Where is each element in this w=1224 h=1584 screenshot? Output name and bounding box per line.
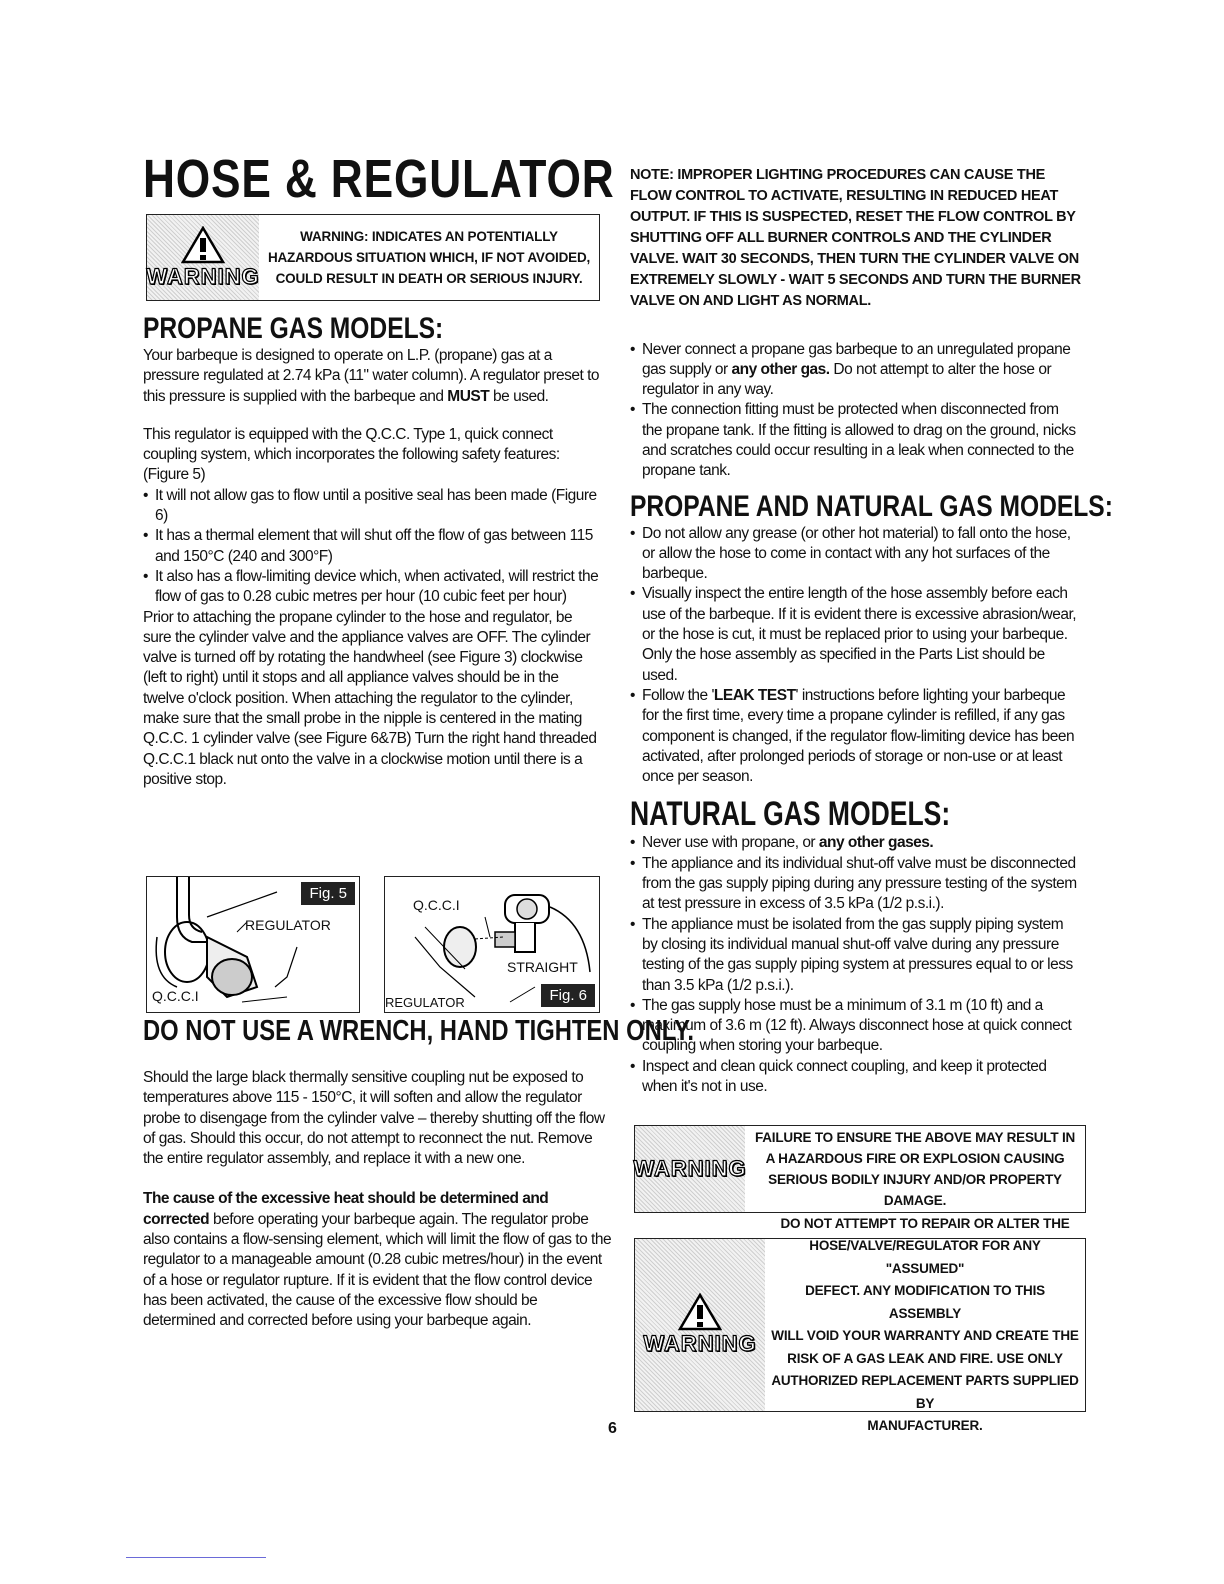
- propane-para2: This regulator is equipped with the Q.C.C. Type 1, quick connect coupling system, which incorporates the following safety features: (Figure 5): [143, 425, 560, 484]
- page-number: 6: [608, 1420, 617, 1437]
- list-item: • The connection fitting must be protected when disconnected from the propane tank. If the fitting is allowed to drag on the ground, nicks and scratches could occur resulting in a leak when connected to the propane tank.: [630, 400, 1082, 481]
- text-run-bold: The cause of the excessive heat should be determined and corrected: [143, 1190, 549, 1228]
- note-paragraph: NOTE: IMPROPER LIGHTING PROCEDURES CAN CAUSE THE FLOW CONTROL TO ACTIVATE, RESULTING IN REDUCED HEAT OUTPUT. IF THIS IS SUSPECTED, RESET THE FLOW CONTROL BY SHUTTING OFF ALL BURNER CONTROLS AND THE CYLINDER VALVE. WAIT 30 SECONDS, THEN TURN THE CYLINDER VALVE ON EXTREMELY SLOWLY - WAIT 5 SECONDS AND TURN THE BURNER VALVE ON AND LIGHT AS NORMAL.: [630, 166, 1081, 309]
- right-column: [630, 150, 1113, 1097]
- warning-line: COULD RESULT IN DEATH OR SERIOUS INJURY.: [275, 271, 583, 286]
- text-run: before operating your barbeque again. The regulator probe also contains a flow-sensing element, which will limit the flow of gas to the regulator to a manageable amount (0.28 cubic metres/hour) in the event of a hose or regulator rupture. If it is evident that the flow control device has been activated, the cause of the excessive flow should be determined and corrected before using your barbeque again.: [143, 1210, 612, 1330]
- figure-callout: Q.C.C.I: [152, 988, 199, 1004]
- text-run: be used.: [489, 387, 549, 405]
- warning-line: WILL VOID YOUR WARRANTY AND CREATE THE: [771, 1328, 1079, 1343]
- text-run-bold: any other gas.: [731, 360, 830, 378]
- list-item: [630, 686, 1082, 787]
- wrench-heading: DO NOT USE A WRENCH, HAND TIGHTEN ONLY.: [143, 1015, 694, 1047]
- text-run: Do not attempt to alter the hose or regulator in any way.: [642, 360, 1052, 399]
- hazard-triangle-icon: [678, 1293, 722, 1331]
- warning-word: WARNING: [633, 1156, 747, 1181]
- left-column: [143, 149, 615, 209]
- list-item: • Inspect and clean quick connect coupling, and keep it protected when it's not in use.: [630, 1057, 1082, 1098]
- text-run: Your barbeque is designed to operate on L.P. (propane) gas at a pressure regulated at 2.74 kPa (11" water column). A regulator preset to this pressure is supplied with the barbeque and: [143, 347, 600, 405]
- warning-text: [745, 1126, 1085, 1212]
- propane-extra-list: [630, 340, 1082, 482]
- figure-callout: REGULATOR: [245, 917, 331, 933]
- warning-line: DEFECT. ANY MODIFICATION TO THIS ASSEMBLY: [805, 1283, 1045, 1321]
- warning-line: RISK OF A GAS LEAK AND FIRE. USE ONLY: [787, 1350, 1063, 1366]
- propane-para3: Prior to attaching the propane cylinder to the hose and regulator, be sure the cylinder valve and the appliance valves are OFF. The cylinder valve is turned off by rotating the handwheel (see Figure 3) clockwise (left to right) until it stops and all appliance valves should be in the twelve o'clock position. When attaching the regulator to the cylinder, make sure that the small probe in the nipple is centered in the mating Q.C.C. 1 cylinder valve (see Figure 6&7B) Turn the right hand threaded Q.C.C.1 black nut onto the valve in a clockwise motion until there is a positive stop.: [143, 608, 597, 788]
- footer-rule: [126, 1557, 266, 1558]
- figure-5: [146, 876, 360, 1013]
- list-item: [630, 340, 1082, 401]
- propane-features-list: [143, 486, 603, 608]
- warning-line: HAZARDOUS SITUATION WHICH, IF NOT AVOIDED,: [267, 250, 591, 265]
- text-run: Follow the ': [642, 686, 714, 704]
- list-item: [630, 833, 1082, 853]
- propane-natural-list: [630, 524, 1082, 788]
- hazard-triangle-icon: [181, 226, 225, 264]
- text-run-bold: LEAK TEST: [713, 686, 796, 704]
- warning-box-middle: [634, 1125, 1086, 1213]
- warning-text: [765, 1215, 1085, 1433]
- figure-callout: REGULATOR: [385, 995, 465, 1010]
- warning-line: A HAZARDOUS FIRE OR EXPLOSION CAUSING: [765, 1151, 1065, 1166]
- heat-para: Should the large black thermally sensitive coupling nut be exposed to temperatures above 115 - 150°C, it will soften and allow the regulator probe to disengage from the cylinder valve – thereby shutting off the flow of gas. Should this occur, do not attempt to reconnect the nut. Remove the entire regulator assembly, and replace it with a new one.: [143, 1069, 605, 1168]
- warning-line: FAILURE TO ENSURE THE ABOVE MAY RESULT IN: [754, 1130, 1076, 1145]
- list-item: • The appliance and its individual shut-off valve must be disconnected from the gas supply piping during any pressure testing of the system at test pressure in excess of 3.5 kPa (1/2 p.s.i.).: [630, 854, 1082, 915]
- figure-callout: STRAIGHT: [507, 959, 578, 975]
- list-item: • The appliance must be isolated from the gas supply piping system by closing its individual manual shut-off valve during any pressure testing of the gas supply piping system at pressures equal to or less than 3.5 kPa (1/2 p.s.i.).: [630, 915, 1082, 996]
- warning-box-top: [146, 214, 600, 301]
- warning-graphic: [635, 1126, 745, 1212]
- warning-line: DAMAGE.: [883, 1193, 947, 1208]
- text-run: Never use with propane, or: [642, 834, 819, 852]
- list-item: • It has a thermal element that will shut off the flow of gas between 115 and 150°C (240 and 300°F): [143, 526, 603, 567]
- natural-heading: NATURAL GAS MODELS:: [630, 795, 951, 834]
- warning-text: [259, 215, 599, 300]
- cause-para: [143, 1189, 613, 1331]
- text-run-bold: any other gases.: [818, 834, 934, 852]
- warning-line: WARNING: INDICATES AN POTENTIALLY: [300, 229, 558, 244]
- list-item: • Visually inspect the entire length of the hose assembly before each use of the barbeque. If it is evident there is excessive abrasion/wear, or the hose is cut, it must be replaced prior to using your barbeque. Only the hose assembly as specified in the Parts List should be used.: [630, 584, 1082, 685]
- figure-6: [384, 876, 600, 1013]
- warning-graphic: [635, 1239, 765, 1411]
- warning-line: HOSE/VALVE/REGULATOR FOR ANY "ASSUMED": [809, 1238, 1041, 1276]
- list-item: • It will not allow gas to flow until a positive seal has been made (Figure 6): [143, 486, 603, 527]
- warning-line: SERIOUS BODILY INJURY AND/OR PROPERTY: [768, 1172, 1062, 1187]
- warning-line: DO NOT ATTEMPT TO REPAIR OR ALTER THE: [780, 1215, 1070, 1231]
- warning-box-bottom: [634, 1215, 1086, 1433]
- text-run-bold: MUST: [447, 387, 490, 405]
- warning-graphic: [147, 215, 259, 300]
- figure-callout: Q.C.C.I: [413, 897, 460, 913]
- propane-natural-heading: PROPANE AND NATURAL GAS MODELS:: [630, 489, 1113, 523]
- warning-word: WARNING: [146, 263, 260, 289]
- list-item: • It also has a flow-limiting device which, when activated, will restrict the flow of gas to 0.28 cubic metres per hour (10 cubic feet per hour): [143, 567, 603, 608]
- warning-line: AUTHORIZED REPLACEMENT PARTS SUPPLIED BY: [771, 1373, 1079, 1411]
- list-item: • The gas supply hose must be a minimum of 3.1 m (10 ft) and a maximum of 3.6 m (12 ft). Always disconnect hose at quick connect coupling when storing your barbeque.: [630, 996, 1082, 1057]
- propane-section: [143, 312, 603, 790]
- page-title: HOSE & REGULATOR: [143, 149, 615, 209]
- natural-list: [630, 833, 1082, 1097]
- text-run: Never connect a propane gas barbeque to an unregulated propane gas supply or: [642, 340, 1071, 378]
- propane-para1: [143, 346, 603, 407]
- figure-label: Fig. 5: [301, 882, 355, 905]
- warning-line: MANUFACTURER.: [867, 1418, 983, 1433]
- propane-heading: PROPANE GAS MODELS:: [143, 312, 444, 345]
- text-run: ' instructions before lighting your barbeque for the first time, every time a propane cylinder is refilled, if any gas component is changed, if the regulator flow-limiting device has been activated, after prolonged periods of storage or non-use or at least once per season.: [642, 686, 1075, 786]
- list-item: • Do not allow any grease (or other hot material) to fall onto the hose, or allow the hose to come in contact with any hot surfaces of the barbeque.: [630, 524, 1082, 585]
- warning-word: WARNING: [643, 1331, 757, 1356]
- figure-label: Fig. 6: [541, 984, 595, 1007]
